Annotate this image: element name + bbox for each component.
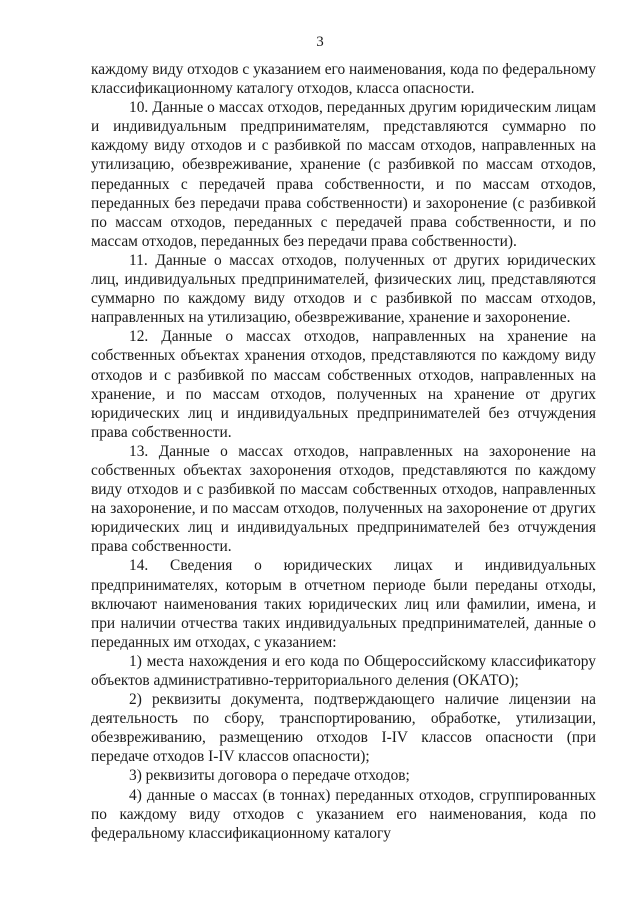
page-number: 3 xyxy=(316,34,324,50)
paragraph-11: 11. Данные о массах отходов, полученных от других юридических лиц, индивидуальных предпринимателей, физических лиц, представляются суммарно по каждому виду отходов и с разбивкой по массам отходов, направленных на утилизацию, обезвреживание, хранение и захоронение. xyxy=(91,251,596,327)
document-body xyxy=(91,60,596,843)
paragraph-10: 10. Данные о массах отходов, переданных другим юридическим лицам и индивидуальным предпринимателям, представляются суммарно по каждому виду отходов и с разбивкой по массам отходов, направленных на утилизацию, обезвреживание, хранение (с разбивкой по массам отходов, переданных с передачей права собственности, и по массам отходов, переданных без передачи права собственности) и захоронение (с разбивкой по массам отходов, переданных с передачей права собственности, и по массам отходов, переданных без передачи права собственности). xyxy=(91,99,596,250)
paragraph-13: 13. Данные о массах отходов, направленных на захоронение на собственных объектах захоронения отходов, представляются по каждому виду отходов и с разбивкой по массам собственных отходов, направленных на захоронение, и по массам отходов, полученных на захоронение от других юридических лиц и индивидуальных предпринимателей без отчуждения права собственности. xyxy=(91,442,596,556)
paragraph-continuation: каждому виду отходов с указанием его наименования, кода по федеральному классификационному каталогу отходов, класса опасности. xyxy=(91,61,596,98)
list-item-4: 4) данные о массах (в тоннах) переданных отходов, сгруппированных по каждому виду отходов с указанием его наименования, кода по федеральному классификационному каталогу xyxy=(91,786,596,842)
list-item-1: 1) места нахождения и его кода по Общероссийскому классификатору объектов административно-территориального деления (ОКАТО); xyxy=(91,652,596,689)
paragraph-14: 14. Сведения о юридических лицах и индивидуальных предпринимателях, которым в отчетном периоде были переданы отходы, включают наименования таких юридических лиц или фамилии, имена, и при наличии отчества таких индивидуальных предпринимателей, данные о переданных им отходах, с указанием: xyxy=(91,557,596,651)
list-item-3: 3) реквизиты договора о передаче отходов; xyxy=(129,767,410,785)
paragraph-12: 12. Данные о массах отходов, направленных на хранение на собственных объектах хранения отходов, представляются по каждому виду отходов и с разбивкой по массам собственных отходов, направленных на хранение, и по массам отходов, полученных на хранение от других юридических лиц и индивидуальных предпринимателей без отчуждения права собственности. xyxy=(91,328,596,441)
list-item-2: 2) реквизиты документа, подтверждающего наличие лицензии на деятельность по сбору, транспортированию, обработке, утилизации, обезвреживанию, размещению отходов I-IV классов опасности (при передаче отходов I-IV классов опасности); xyxy=(91,691,596,766)
